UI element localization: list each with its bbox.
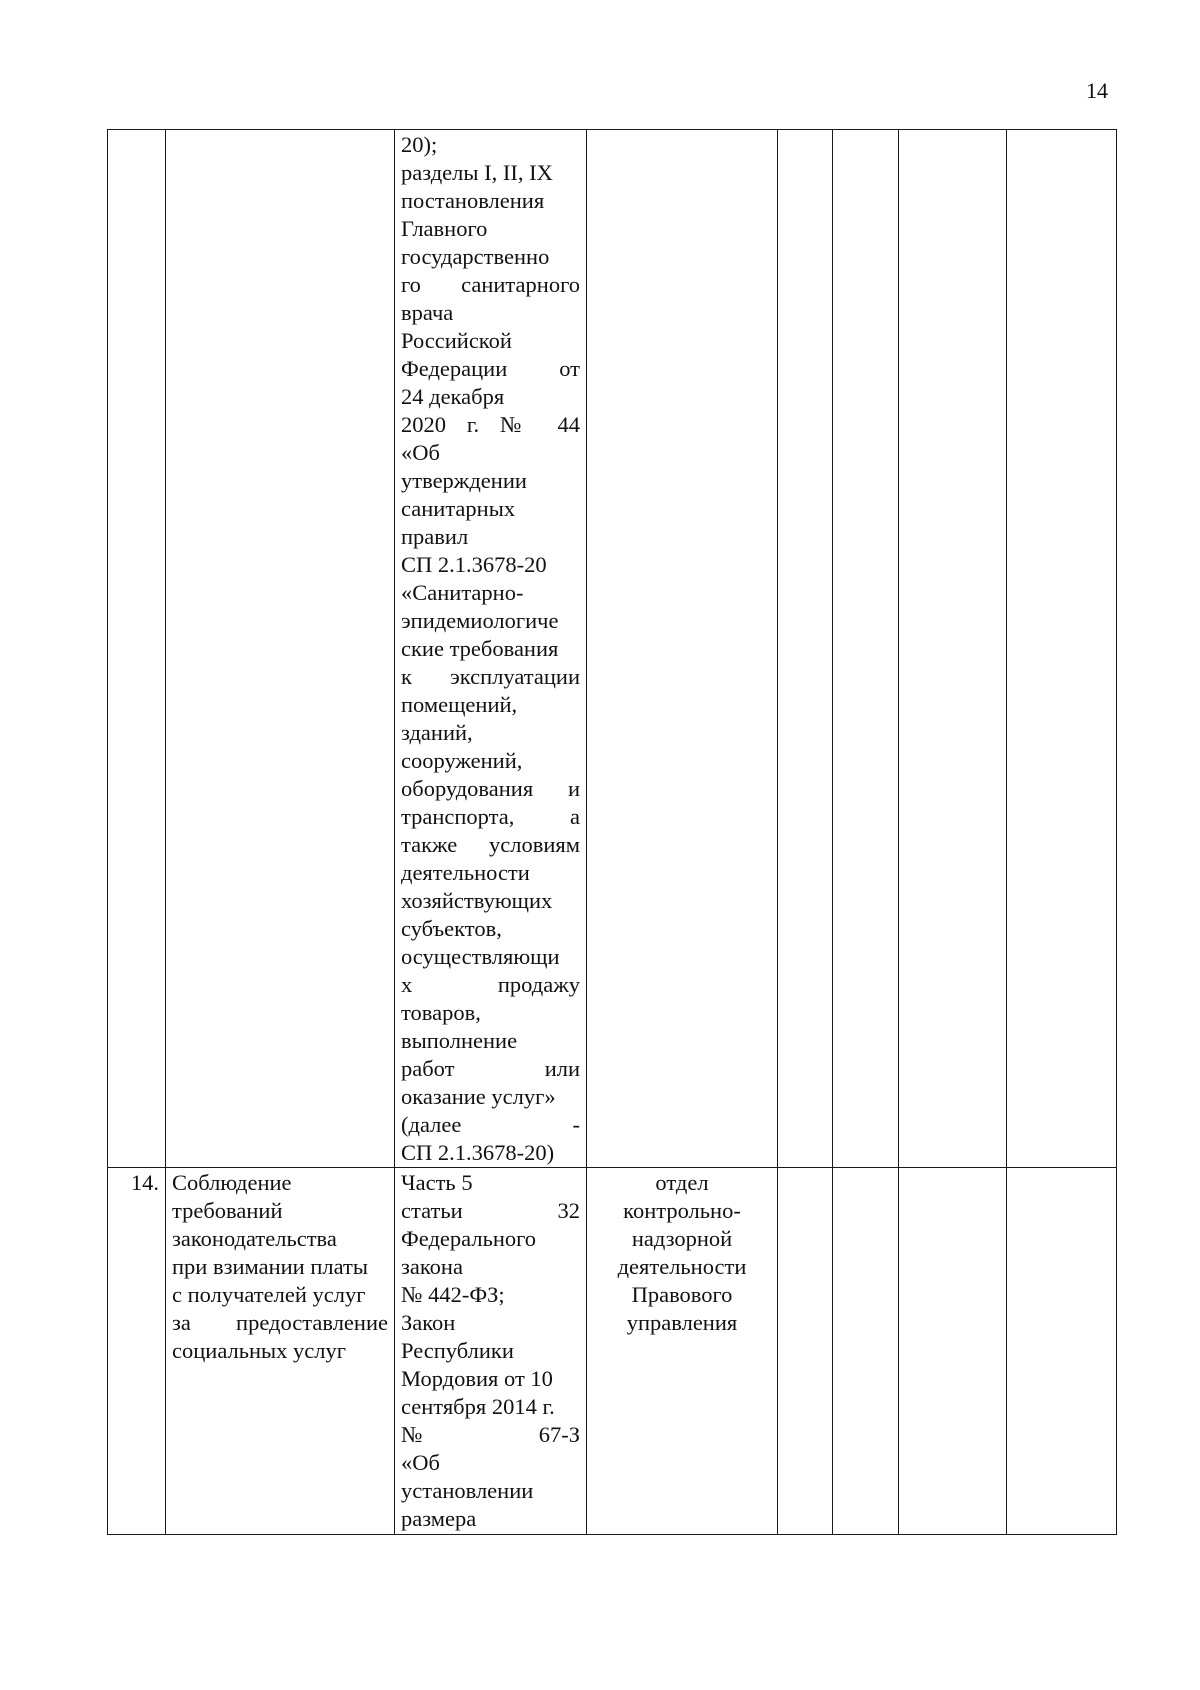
text-line: «Об — [401, 1450, 440, 1475]
cell-empty-f — [833, 1168, 899, 1535]
cell-legal-act — [395, 1168, 587, 1535]
table-row-continuation — [108, 130, 1117, 1168]
text-line: хозяйствующих — [401, 888, 553, 913]
cell-legal-act — [395, 130, 587, 1168]
text-line: «Санитарно- — [401, 580, 524, 605]
text-line: с получателей услуг — [172, 1282, 366, 1307]
cell-empty-e — [778, 130, 833, 1168]
page-number: 14 — [1086, 78, 1108, 103]
text-line: сооружений, — [401, 748, 523, 773]
text-line: СП 2.1.3678-20 — [401, 552, 547, 577]
text-line: 2020 г. № 44 — [401, 412, 580, 437]
cell-requirement — [166, 1168, 395, 1535]
text-line: требований — [172, 1198, 283, 1223]
text-line: «Об — [401, 440, 440, 465]
text-line: транспорта, а — [401, 804, 580, 829]
text-line: управления — [626, 1310, 738, 1335]
text-line: осуществляющи — [401, 944, 560, 969]
text-line: оказание услуг» — [401, 1084, 556, 1109]
text-line: Федерации от — [401, 356, 580, 381]
text-line: Мордовия от 10 — [401, 1366, 553, 1391]
text-line: Соблюдение — [172, 1170, 292, 1195]
text-line: государственно — [401, 244, 550, 269]
text-line: субъектов, — [401, 916, 502, 941]
requirement-text — [172, 1169, 388, 1365]
text-line: Российской — [401, 328, 512, 353]
cell-responsible — [587, 130, 778, 1168]
cell-empty-f — [833, 130, 899, 1168]
text-line: размера — [401, 1506, 477, 1531]
text-line: ские требования — [401, 636, 559, 661]
cell-empty-g — [899, 130, 1007, 1168]
text-line: Правового — [631, 1282, 733, 1307]
text-line: работ или — [401, 1056, 580, 1081]
text-line: к эксплуатации — [401, 664, 580, 689]
text-line: № 442-ФЗ; — [401, 1282, 505, 1307]
text-line: утверждении — [401, 468, 527, 493]
text-line: Главного — [401, 216, 488, 241]
text-line: СП 2.1.3678-20) — [401, 1140, 555, 1165]
text-line: надзорной — [631, 1226, 733, 1251]
cell-number — [108, 130, 166, 1168]
text-line: го санитарного — [401, 272, 580, 297]
text-line: также условиям — [401, 832, 580, 857]
text-line: Часть 5 — [401, 1170, 473, 1195]
cell-responsible — [587, 1168, 778, 1535]
text-line: оборудования и — [401, 776, 580, 801]
requirements-table — [107, 129, 1117, 1535]
text-line: законодательства — [172, 1226, 337, 1251]
text-line: за предоставление — [172, 1310, 388, 1335]
row-number: 14. — [130, 1170, 159, 1195]
text-line: статьи 32 — [401, 1198, 580, 1223]
text-line: правил — [401, 524, 469, 549]
text-line: х продажу — [401, 972, 580, 997]
text-line: установлении — [401, 1478, 534, 1503]
text-line: санитарных — [401, 496, 516, 521]
text-line: социальных услуг — [172, 1338, 346, 1363]
text-line: врача — [401, 300, 454, 325]
text-line: контрольно- — [623, 1198, 741, 1223]
text-line: разделы I, II, IX — [401, 160, 553, 185]
text-line: выполнение — [401, 1028, 518, 1053]
cell-empty-g — [899, 1168, 1007, 1535]
text-line: закона — [401, 1254, 463, 1279]
text-line: постановления — [401, 188, 545, 213]
cell-requirement — [166, 130, 395, 1168]
text-line: 20); — [401, 132, 438, 157]
text-line: сентября 2014 г. — [401, 1394, 555, 1419]
text-line: при взимании платы — [172, 1254, 368, 1279]
text-line: Республики — [401, 1338, 514, 1363]
text-line: зданий, — [401, 720, 473, 745]
responsible-text — [593, 1169, 771, 1337]
text-line: № 67-З — [401, 1422, 580, 1447]
text-line: деятельности — [617, 1254, 747, 1279]
legal-act-text — [401, 131, 580, 1167]
text-line: помещений, — [401, 692, 518, 717]
text-line: товаров, — [401, 1000, 481, 1025]
cell-number — [108, 1168, 166, 1535]
cell-empty-h — [1007, 1168, 1117, 1535]
text-line: Федерального — [401, 1226, 537, 1251]
text-line: Закон — [401, 1310, 456, 1335]
text-line: (далее - — [401, 1112, 580, 1137]
cell-empty-h — [1007, 130, 1117, 1168]
text-line: отдел — [655, 1170, 709, 1195]
legal-act-text — [401, 1169, 580, 1533]
table-row-14 — [108, 1168, 1117, 1535]
text-line: эпидемиологиче — [401, 608, 559, 633]
text-line: 24 декабря — [401, 384, 505, 409]
cell-empty-e — [778, 1168, 833, 1535]
text-line: деятельности — [401, 860, 530, 885]
